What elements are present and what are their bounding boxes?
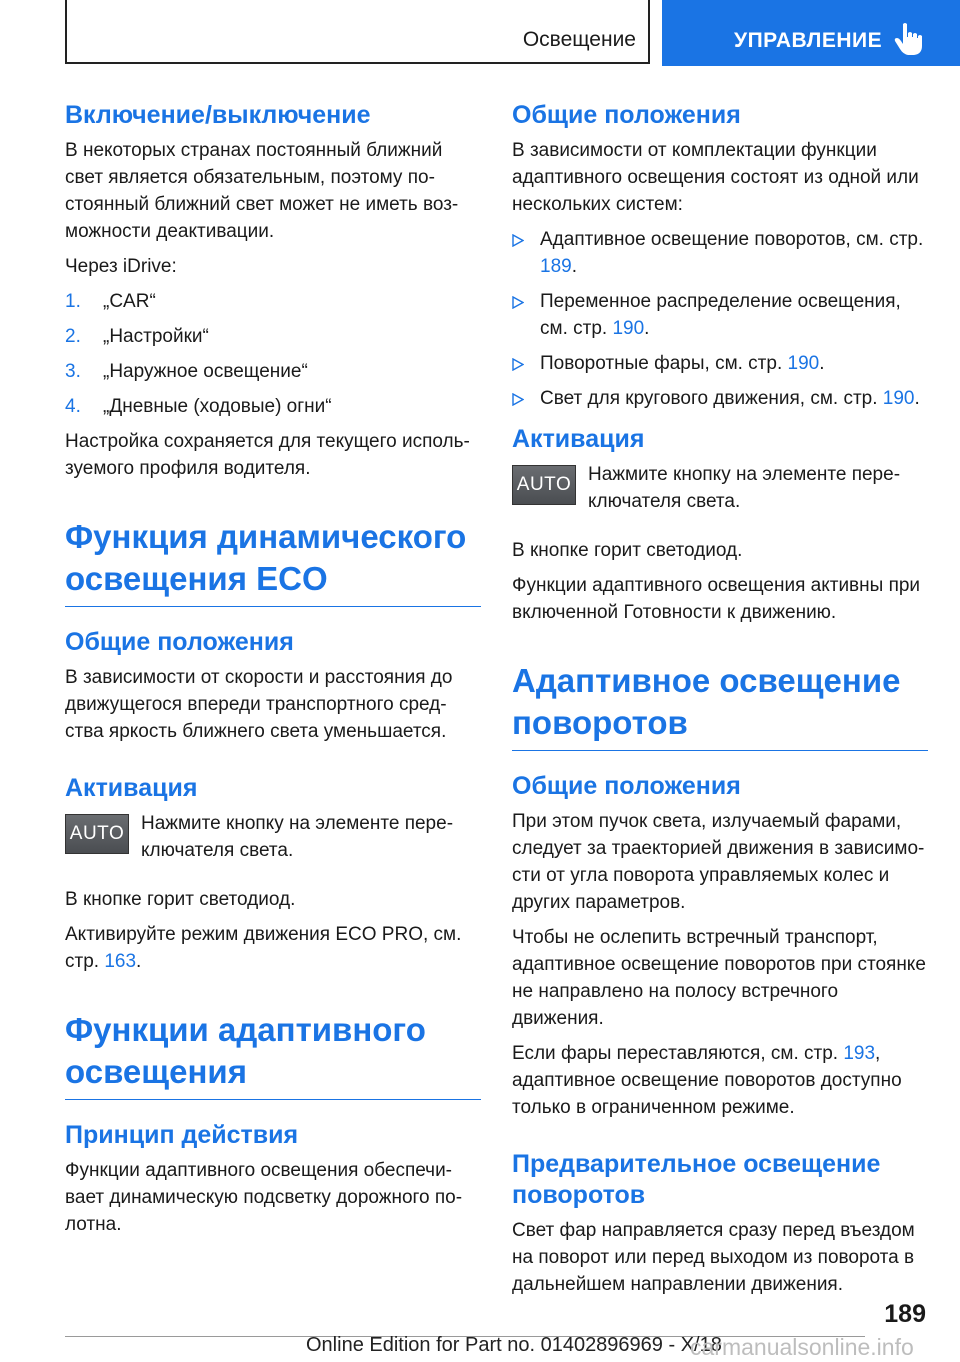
ready-text: Функции адаптивного освещения активны при включенной Готовности к движению. [512,575,921,623]
triangle-bullet-icon [512,393,524,406]
eco-led-text: В кнопке горит светодиод. [65,889,296,910]
cornering-title: Адаптивное освещение поворотов [512,660,928,751]
auto-button-image: AUTO [65,814,129,854]
step-item [65,323,481,350]
pre-cornering-text: Свет фар направляется сразу перед въездом на поворот или перед выходом из поворота в дальнейшем направлении движения. [512,1220,915,1295]
cornering-general-heading: Общие положения [512,772,741,800]
adaptive-general-text: В зависимости от комплектации функции адаптивного освещения состоят из одной или нескольких систем: [512,140,919,215]
step-text: „Настройки“ [103,326,209,347]
adaptive-activation-heading: Активация [512,425,645,453]
principle-text: Функции адаптивного освещения обеспечи-вает динамическую подсветку дорожного по-лотна. [65,1160,463,1235]
page-link[interactable]: 193 [843,1043,876,1064]
page-link[interactable]: 190 [882,388,915,409]
onoff-heading: Включение/выключение [65,101,371,129]
step-number: 2. [65,326,81,347]
triangle-bullet-icon [512,296,524,309]
list-item: Переменное распределение освещения, см. стр. 190. [512,288,928,342]
page-footer [0,1296,960,1362]
eco-title: Функция динамического освещения ECO [65,516,481,607]
list-item: Поворотные фары, см. стр. 190. [512,350,928,377]
eco-button-instruction [65,810,481,872]
adaptive-title: Функции адаптивного освещения [65,1009,481,1100]
step-number: 3. [65,361,81,382]
page-header [0,0,960,66]
section-header-box [65,0,650,64]
onoff-paragraph: В некоторых странах постоянный ближний свет является обязательным, поэтому по-стоянный ближний свет может не иметь воз-можности деактивации. [65,140,459,242]
step-item [65,288,481,315]
hand-pointing-icon [894,22,924,56]
cornering-p3: Если фары переставляются, см. стр. 193, адаптивное освещение поворотов доступно только в ограниченном режиме. [512,1043,902,1118]
eco-activation-heading: Активация [65,774,198,802]
page-link[interactable]: 189 [540,256,572,277]
triangle-bullet-icon [512,358,524,371]
step-text: „CAR“ [103,291,156,312]
idrive-intro: Через iDrive: [65,256,177,277]
eco-button-text: Нажмите кнопку на элементе пере-ключателя света. [141,813,454,861]
edition-text: Online Edition for Part no. 01402896969 - X/18 [306,1334,722,1356]
page-link[interactable]: 190 [787,353,820,374]
page-number: 189 [884,1300,926,1328]
chapter-tab[interactable] [662,0,960,66]
idrive-steps [65,288,481,420]
eco-general-text: В зависимости от скорости и расстояния до движущегося впереди транспортного сред-ства яркость ближнего света уменьшается. [65,667,453,742]
section-title: Освещение [522,28,636,51]
step-text: „Дневные (ходовые) огни“ [103,396,332,417]
page-link[interactable]: 190 [612,318,645,339]
eco-general-heading: Общие положения [65,628,294,656]
adaptive-button-text: Нажмите кнопку на элементе пере-ключателя света. [588,464,901,512]
principle-heading: Принцип действия [65,1121,299,1149]
eco-pro-text: Активируйте режим движения ECO PRO, см. стр. 163. [65,924,462,972]
pre-cornering-heading: Предварительное освещение поворотов [512,1150,881,1209]
watermark: carmanualsonline.info [690,1334,914,1360]
step-number: 4. [65,396,81,417]
list-item: Свет для кругового движения, см. стр. 190. [512,385,928,412]
profile-note: Настройка сохраняется для текущего исполь-зуемого профиля водителя. [65,431,470,479]
adaptive-general-heading: Общие положения [512,101,741,129]
auto-button-image: AUTO [512,465,576,505]
cornering-p1: При этом пучок света, излучаемый фарами, следует за траекторией движения в зависимо-сти от угла поворота управляемых колес и других параметров. [512,811,925,913]
step-item [65,393,481,420]
systems-list [512,226,928,412]
step-text: „Наружное освещение“ [103,361,308,382]
cornering-p2: Чтобы не ослепить встречный транспорт, адаптивное освещение поворотов при стоянке не направлено на полосу встречного движения. [512,927,926,1029]
page-link[interactable]: 163 [104,951,137,972]
adaptive-button-instruction [512,461,928,523]
triangle-bullet-icon [512,234,524,247]
chapter-tab-label: УПРАВЛЕНИЕ [734,29,883,52]
list-item: Адаптивное освещение поворотов, см. стр. 189. [512,226,928,280]
left-column [65,100,481,1246]
adaptive-led-text: В кнопке горит светодиод. [512,540,743,561]
right-column [512,100,928,1306]
step-item [65,358,481,385]
step-number: 1. [65,291,81,312]
